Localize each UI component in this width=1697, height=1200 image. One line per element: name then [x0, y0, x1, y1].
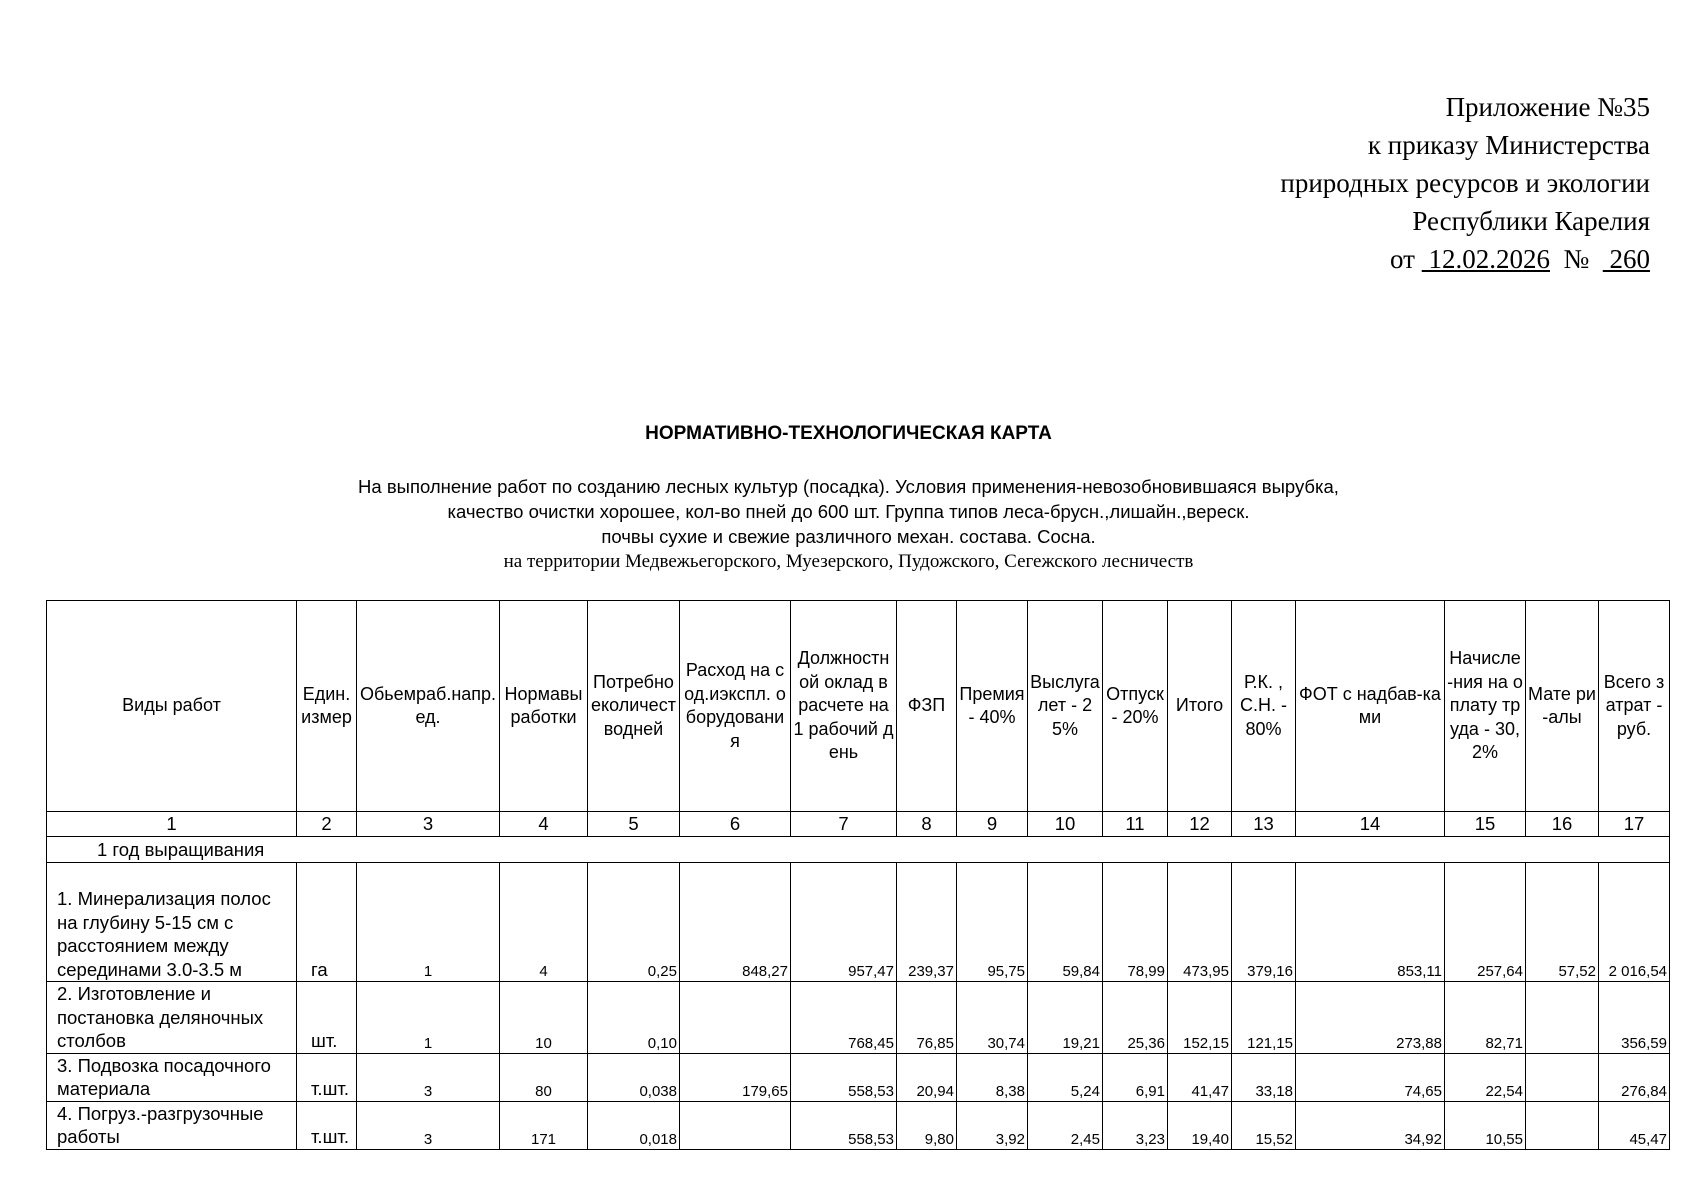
total-cell: 41,47 — [1168, 1053, 1232, 1101]
salary-cell: 558,53 — [791, 1053, 897, 1101]
bonus-cell: 8,38 — [957, 1053, 1028, 1101]
grand-total-cell: 45,47 — [1599, 1101, 1670, 1149]
rk-sn-cell: 33,18 — [1232, 1053, 1296, 1101]
fot-cell: 853,11 — [1296, 863, 1445, 982]
appendix-line-4: Республики Карелия — [1412, 206, 1650, 236]
rk-sn-cell: 379,16 — [1232, 863, 1296, 982]
total-cell: 473,95 — [1168, 863, 1232, 982]
equipment-cell — [680, 1101, 791, 1149]
header-cell: Р.К. , С.Н. - 80% — [1232, 601, 1296, 812]
header-cell: Итого — [1168, 601, 1232, 812]
order-number: 260 — [1609, 244, 1650, 274]
header-cell: Мате ри-алы — [1526, 601, 1599, 812]
column-number: 17 — [1599, 812, 1670, 837]
days-cell: 0,018 — [588, 1101, 680, 1149]
table-row — [47, 1053, 1670, 1101]
table-row — [47, 982, 1670, 1054]
charges-cell: 82,71 — [1445, 982, 1526, 1054]
column-number: 2 — [297, 812, 357, 837]
charges-cell: 257,64 — [1445, 863, 1526, 982]
section-row — [47, 837, 1670, 863]
header-cell: Отпуск - 20% — [1103, 601, 1168, 812]
work-type-cell: 2. Изготовление и постановка деляночных столбов — [47, 982, 297, 1054]
header-cell: ФОТ с надбав-ками — [1296, 601, 1445, 812]
norm-cell: 80 — [500, 1053, 588, 1101]
appendix-line-1: Приложение №35 — [1445, 92, 1650, 122]
header-cell: ФЗП — [897, 601, 957, 812]
salary-cell: 768,45 — [791, 982, 897, 1054]
number-label: № — [1563, 244, 1590, 274]
column-number: 8 — [897, 812, 957, 837]
table-row — [47, 863, 1670, 982]
column-number: 9 — [957, 812, 1028, 837]
seniority-cell: 5,24 — [1028, 1053, 1103, 1101]
appendix-block — [1280, 88, 1650, 278]
work-type-cell: 1. Минерализация полос на глубину 5-15 см с расстоянием между серединами 3.0-3.5 м — [47, 863, 297, 982]
fzp-cell: 76,85 — [897, 982, 957, 1054]
total-cell: 19,40 — [1168, 1101, 1232, 1149]
column-number: 10 — [1028, 812, 1103, 837]
header-cell: Всего затрат - руб. — [1599, 601, 1670, 812]
equipment-cell: 848,27 — [680, 863, 791, 982]
territory-line: на территории Медвежьегорского, Муезерского, Пудожского, Сегежского лесничеств — [503, 551, 1194, 572]
header-row — [47, 601, 1670, 812]
appendix-date-line — [1280, 240, 1650, 278]
document-title: НОРМАТИВНО-ТЕХНОЛОГИЧЕСКАЯ КАРТА — [645, 423, 1052, 444]
unit-cell: т.шт. — [297, 1101, 357, 1149]
fot-cell: 34,92 — [1296, 1101, 1445, 1149]
column-number: 14 — [1296, 812, 1445, 837]
unit-cell: т.шт. — [297, 1053, 357, 1101]
subtitle-line: почвы сухие и свежие различного механ. состава. Сосна. — [601, 526, 1096, 547]
column-number: 4 — [500, 812, 588, 837]
salary-cell: 558,53 — [791, 1101, 897, 1149]
column-number: 1 — [47, 812, 297, 837]
header-cell: Расход на сод.иэкспл. оборудования — [680, 601, 791, 812]
column-number: 5 — [588, 812, 680, 837]
days-cell: 0,10 — [588, 982, 680, 1054]
order-date: 12.02.2026 — [1428, 244, 1550, 274]
header-cell: Выслуга лет - 25% — [1028, 601, 1103, 812]
vacation-cell: 3,23 — [1103, 1101, 1168, 1149]
column-number-row — [47, 812, 1670, 837]
table-row — [47, 1101, 1670, 1149]
header-cell: Обьемраб.напр.ед. — [357, 601, 500, 812]
bonus-cell: 30,74 — [957, 982, 1028, 1054]
header-cell: Премия - 40% — [957, 601, 1028, 812]
column-number: 11 — [1103, 812, 1168, 837]
column-number: 16 — [1526, 812, 1599, 837]
bonus-cell: 3,92 — [957, 1101, 1028, 1149]
fot-cell: 273,88 — [1296, 982, 1445, 1054]
materials-cell — [1526, 1053, 1599, 1101]
fzp-cell: 20,94 — [897, 1053, 957, 1101]
volume-cell: 1 — [357, 982, 500, 1054]
vacation-cell: 25,36 — [1103, 982, 1168, 1054]
section-label: 1 год выращивания — [47, 837, 1670, 863]
charges-cell: 10,55 — [1445, 1101, 1526, 1149]
materials-cell — [1526, 982, 1599, 1054]
fot-cell: 74,65 — [1296, 1053, 1445, 1101]
grand-total-cell: 276,84 — [1599, 1053, 1670, 1101]
work-type-cell: 3. Подвозка посадочного материала — [47, 1053, 297, 1101]
work-type-cell: 4. Погруз.-разгрузочные работы — [47, 1101, 297, 1149]
appendix-line-2: к приказу Министерства — [1367, 130, 1650, 160]
seniority-cell: 2,45 — [1028, 1101, 1103, 1149]
grand-total-cell: 356,59 — [1599, 982, 1670, 1054]
column-number: 6 — [680, 812, 791, 837]
days-cell: 0,25 — [588, 863, 680, 982]
equipment-cell: 179,65 — [680, 1053, 791, 1101]
column-number: 12 — [1168, 812, 1232, 837]
rk-sn-cell: 15,52 — [1232, 1101, 1296, 1149]
column-number: 15 — [1445, 812, 1526, 837]
column-number: 3 — [357, 812, 500, 837]
vacation-cell: 6,91 — [1103, 1053, 1168, 1101]
unit-cell: шт. — [297, 982, 357, 1054]
days-cell: 0,038 — [588, 1053, 680, 1101]
subtitle-line: качество очистки хорошее, кол-во пней до 600 шт. Группа типов леса-брусн.,лишайн.,вереск. — [447, 501, 1250, 522]
unit-cell: га — [297, 863, 357, 982]
bonus-cell: 95,75 — [957, 863, 1028, 982]
volume-cell: 3 — [357, 1053, 500, 1101]
appendix-line-3: природных ресурсов и экологии — [1280, 168, 1650, 198]
materials-cell — [1526, 1101, 1599, 1149]
column-number: 13 — [1232, 812, 1296, 837]
norm-cell: 10 — [500, 982, 588, 1054]
salary-cell: 957,47 — [791, 863, 897, 982]
materials-cell: 57,52 — [1526, 863, 1599, 982]
grand-total-cell: 2 016,54 — [1599, 863, 1670, 982]
volume-cell: 3 — [357, 1101, 500, 1149]
from-label: от — [1390, 244, 1415, 274]
header-cell: Нормавыработки — [500, 601, 588, 812]
rk-sn-cell: 121,15 — [1232, 982, 1296, 1054]
document-subtitle — [0, 474, 1697, 574]
seniority-cell: 59,84 — [1028, 863, 1103, 982]
subtitle-line: На выполнение работ по созданию лесных культур (посадка). Условия применения-невозобновившаяся вырубка, — [358, 476, 1339, 497]
header-cell: Начисле-ния на оплату труда - 30,2% — [1445, 601, 1526, 812]
vacation-cell: 78,99 — [1103, 863, 1168, 982]
fzp-cell: 9,80 — [897, 1101, 957, 1149]
seniority-cell: 19,21 — [1028, 982, 1103, 1054]
header-cell: Един.измер — [297, 601, 357, 812]
norm-cell: 171 — [500, 1101, 588, 1149]
fzp-cell: 239,37 — [897, 863, 957, 982]
header-cell: Должностной оклад в расчете на 1 рабочий день — [791, 601, 897, 812]
technology-map-table — [46, 600, 1670, 1150]
header-cell: Виды работ — [47, 601, 297, 812]
volume-cell: 1 — [357, 863, 500, 982]
equipment-cell — [680, 982, 791, 1054]
norm-cell: 4 — [500, 863, 588, 982]
column-number: 7 — [791, 812, 897, 837]
total-cell: 152,15 — [1168, 982, 1232, 1054]
header-cell: Потребноеколичестводней — [588, 601, 680, 812]
charges-cell: 22,54 — [1445, 1053, 1526, 1101]
